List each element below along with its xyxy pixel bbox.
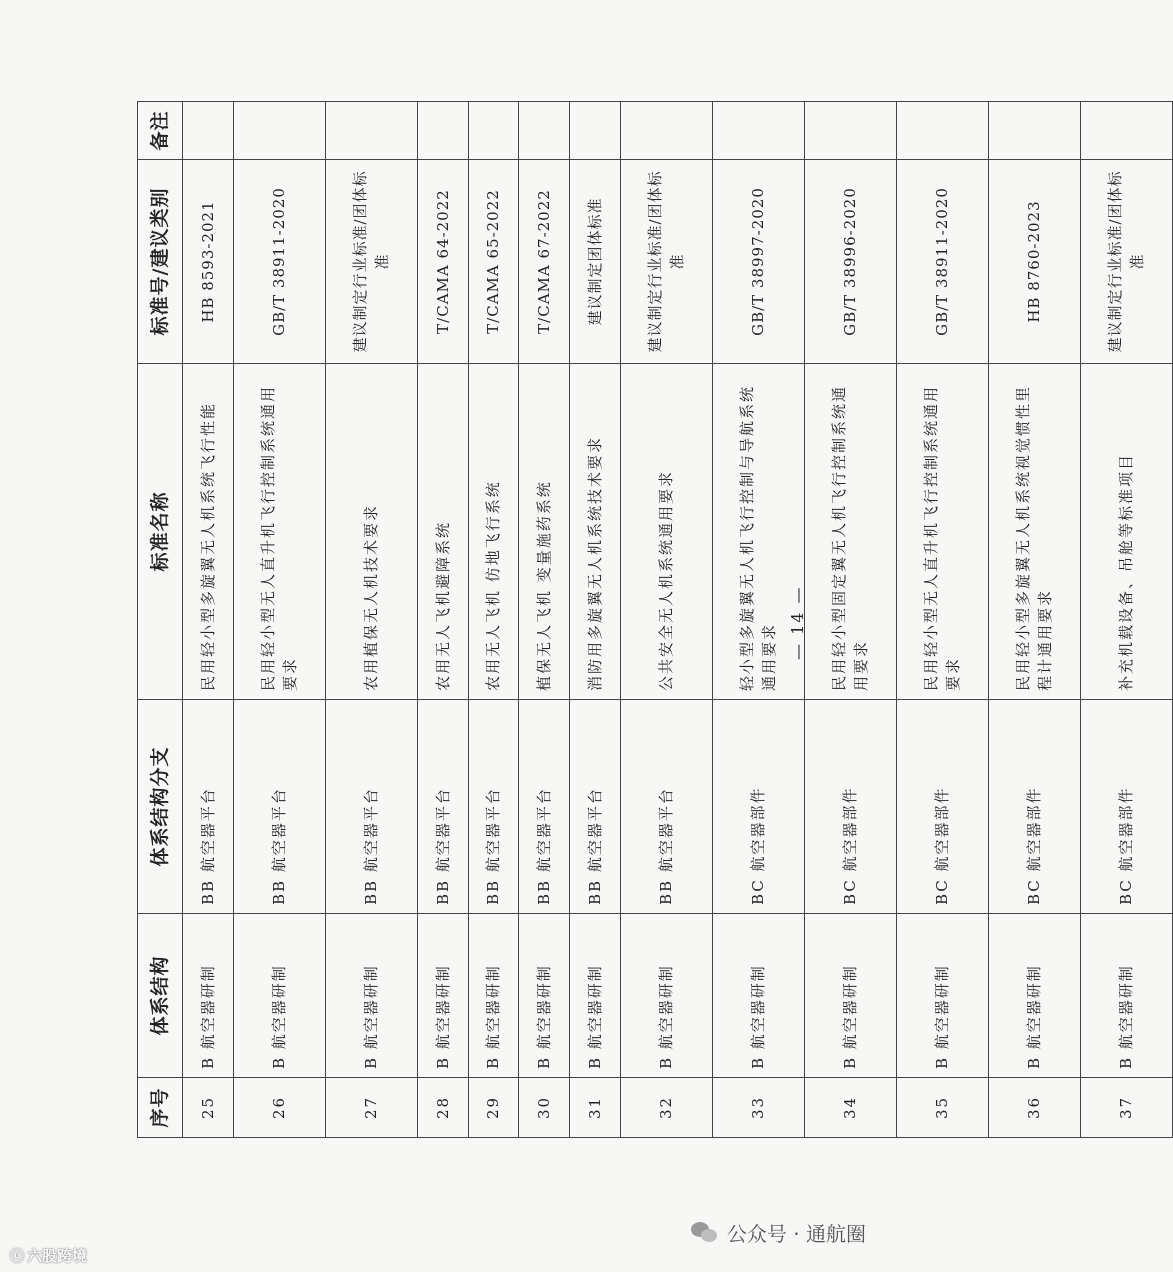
cell-std: GB/T 38996-2020 [804,160,896,364]
cell-num: 28 [417,1078,468,1138]
cell-note [1080,102,1172,160]
cell-branch: BB 航空器平台 [183,700,234,914]
header-branch: 体系结构分支 [138,700,183,914]
cell-name: 农用植保无人机技术要求 [325,364,417,700]
cell-note [620,102,712,160]
cell-name: 公共安全无人机系统通用要求 [620,364,712,700]
cell-note [233,102,325,160]
cell-std: 建议制定团体标准 [569,160,620,364]
table-row [183,102,234,1138]
cell-std: T/CAMA 67-2022 [519,160,570,364]
cell-sys: B 航空器研制 [569,914,620,1078]
cell-num: 32 [620,1078,712,1138]
header-sys: 体系结构 [138,914,183,1078]
rotated-page-content [137,102,1173,1138]
cell-sys: B 航空器研制 [233,914,325,1078]
table-header-row [138,102,183,1138]
cell-branch: BB 航空器平台 [417,700,468,914]
table-row [569,102,620,1138]
cell-branch: BC 航空器部件 [712,700,804,914]
cell-num: 36 [988,1078,1080,1138]
wechat-watermark [691,1218,866,1247]
cell-note [325,102,417,160]
cell-std: T/CAMA 65-2022 [468,160,519,364]
cell-name: 民用轻小型无人直升机飞行控制系统通用要求 [233,364,325,700]
cell-branch: BB 航空器平台 [569,700,620,914]
cell-note [712,102,804,160]
cell-name: 轻小型多旋翼无人机飞行控制与导航系统通用要求 [712,364,804,700]
page-number: — 14 — [788,585,807,660]
cell-num: 27 [325,1078,417,1138]
cell-sys: B 航空器研制 [804,914,896,1078]
cell-sys: B 航空器研制 [325,914,417,1078]
header-std: 标准号/建议类别 [138,160,183,364]
cell-note [417,102,468,160]
cell-std: 建议制定行业标准/团体标准 [325,160,417,364]
cell-std: GB/T 38911-2020 [896,160,988,364]
wechat-watermark-text: 公众号 · 通航圈 [726,1222,866,1246]
cell-sys: B 航空器研制 [896,914,988,1078]
cell-sys: B 航空器研制 [417,914,468,1078]
table-row [988,102,1080,1138]
cell-name: 民用轻小型固定翼无人机飞行控制系统通用要求 [804,364,896,700]
cell-std: GB/T 38911-2020 [233,160,325,364]
cell-branch: BC 航空器部件 [804,700,896,914]
cell-note [896,102,988,160]
corner-watermark [10,1245,87,1266]
cell-sys: B 航空器研制 [712,914,804,1078]
table-row [417,102,468,1138]
cell-num: 37 [1080,1078,1172,1138]
cell-std: HB 8593-2021 [183,160,234,364]
cell-name: 补充机载设备、吊舱等标准项目 [1080,364,1172,700]
cell-sys: B 航空器研制 [468,914,519,1078]
cell-num: 31 [569,1078,620,1138]
cell-sys: B 航空器研制 [1080,914,1172,1078]
cell-note [804,102,896,160]
table-row [1080,102,1172,1138]
table-row [620,102,712,1138]
cell-num: 34 [804,1078,896,1138]
cell-std: 建议制定行业标准/团体标准 [1080,160,1172,364]
corner-watermark-text: 六股跨境 [27,1247,88,1265]
cell-note [468,102,519,160]
cell-std: GB/T 38997-2020 [712,160,804,364]
cc-logo-icon: ⓒ [10,1248,24,1265]
cell-num: 33 [712,1078,804,1138]
cell-branch: BC 航空器部件 [896,700,988,914]
table-row [519,102,570,1138]
cell-name: 消防用多旋翼无人机系统技术要求 [569,364,620,700]
table-row [468,102,519,1138]
header-note: 备注 [138,102,183,160]
cell-note [519,102,570,160]
cell-name: 植保无人飞机 变量施药系统 [519,364,570,700]
cell-name: 民用轻小型多旋翼无人机系统视觉惯性里程计通用要求 [988,364,1080,700]
standards-table-area [137,102,1173,1138]
cell-branch: BB 航空器平台 [620,700,712,914]
cell-num: 25 [183,1078,234,1138]
cell-name: 农用无人飞机 仿地飞行系统 [468,364,519,700]
cell-std: HB 8760-2023 [988,160,1080,364]
cell-name: 农用无人飞机避障系统 [417,364,468,700]
table-row [233,102,325,1138]
cell-num: 35 [896,1078,988,1138]
standards-table [137,101,1173,1138]
table-body [183,102,1173,1138]
cell-num: 26 [233,1078,325,1138]
cell-branch: BB 航空器平台 [519,700,570,914]
cell-num: 30 [519,1078,570,1138]
wechat-icon [691,1222,719,1244]
cell-branch: BB 航空器平台 [233,700,325,914]
header-num: 序号 [138,1078,183,1138]
cell-note [569,102,620,160]
cell-sys: B 航空器研制 [988,914,1080,1078]
cell-std: T/CAMA 64-2022 [417,160,468,364]
header-name: 标准名称 [138,364,183,700]
cell-branch: BB 航空器平台 [468,700,519,914]
cell-num: 29 [468,1078,519,1138]
cell-note [988,102,1080,160]
table-row [896,102,988,1138]
table-row [325,102,417,1138]
cell-name: 民用轻小型多旋翼无人机系统飞行性能 [183,364,234,700]
table-row [804,102,896,1138]
cell-note [183,102,234,160]
cell-sys: B 航空器研制 [519,914,570,1078]
cell-branch: BC 航空器部件 [988,700,1080,914]
cell-branch: BC 航空器部件 [1080,700,1172,914]
cell-sys: B 航空器研制 [183,914,234,1078]
cell-branch: BB 航空器平台 [325,700,417,914]
cell-sys: B 航空器研制 [620,914,712,1078]
cell-std: 建议制定行业标准/团体标准 [620,160,712,364]
cell-name: 民用轻小型无人直升机飞行控制系统通用要求 [896,364,988,700]
